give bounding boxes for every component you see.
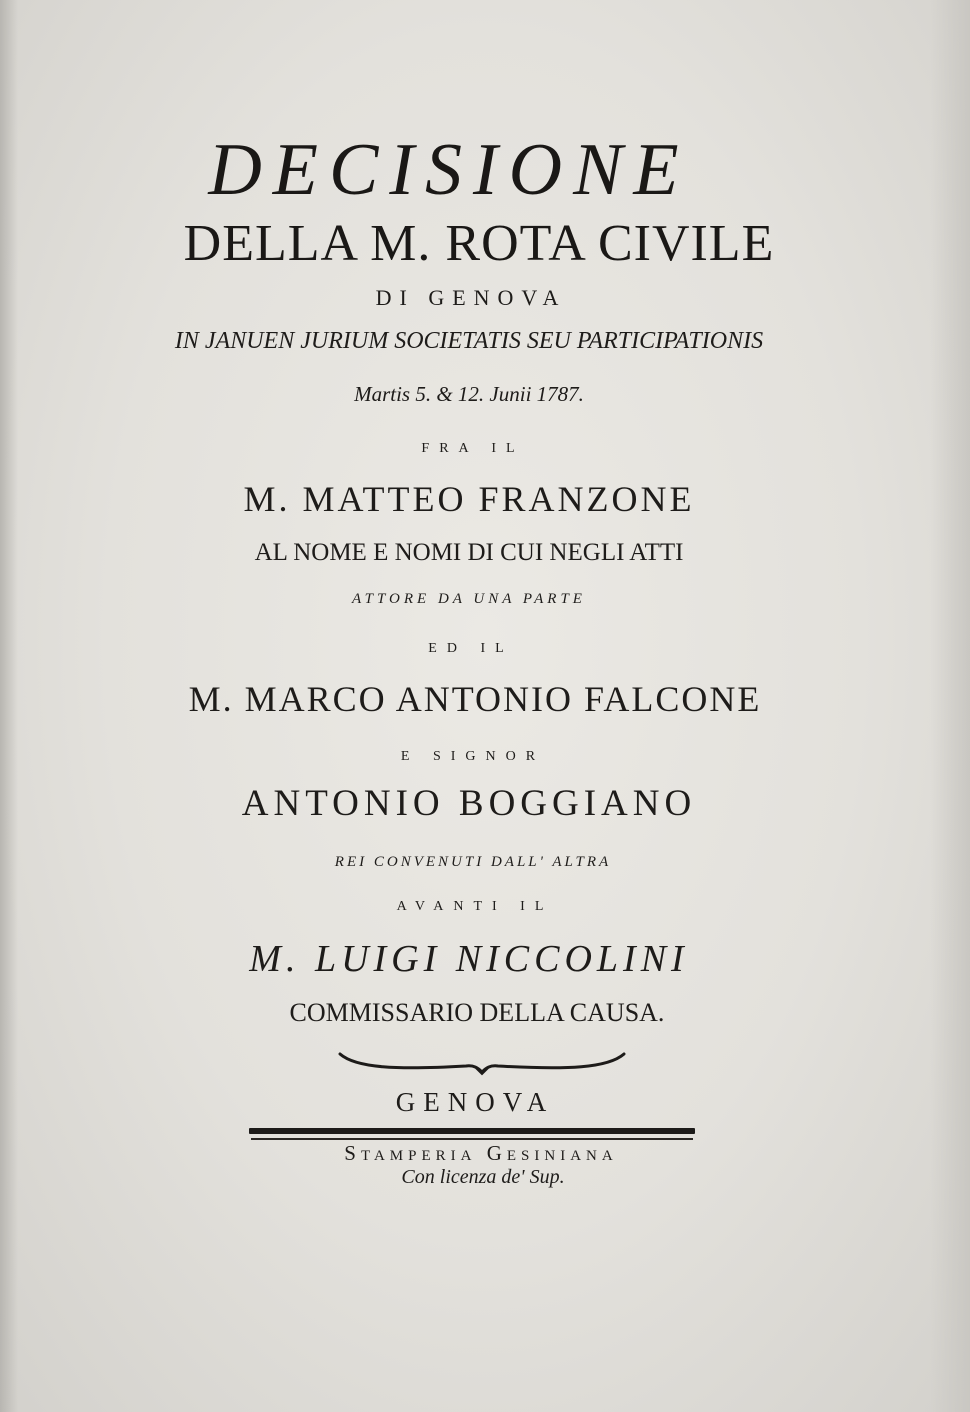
decision-date: Martis 5. & 12. Junii 1787. xyxy=(354,382,584,406)
court-name: DELLA M. ROTA CIVILE xyxy=(183,215,775,272)
printer-name xyxy=(0,1141,966,1166)
imprint-rule-thin xyxy=(251,1138,693,1140)
plaintiff-role: ATTORE DA UNA PARTE xyxy=(352,591,586,607)
ornament-flourish-icon xyxy=(336,1048,628,1076)
between-label: FRA IL xyxy=(421,441,525,456)
plaintiff-name: M. MATTEO FRANZONE xyxy=(243,479,695,519)
judge-name: M. LUIGI NICCOLINI xyxy=(249,938,689,980)
imprint-place: GENOVA xyxy=(395,1087,555,1117)
printer-word1-initial: S xyxy=(344,1141,361,1165)
printer-word2-initial: G xyxy=(486,1141,507,1165)
case-title-latin: IN JANUEN JURIUM SOCIETATIS SEU PARTICIPATIONIS xyxy=(174,328,764,354)
defendant-name-1: M. MARCO ANTONIO FALCONE xyxy=(188,679,762,719)
document-title: DECISIONE xyxy=(208,129,690,211)
judge-role: COMMISSARIO DELLA CAUSA. xyxy=(289,998,665,1027)
and-mister-label: E SIGNOR xyxy=(400,749,546,764)
before-label: AVANTI IL xyxy=(396,899,554,914)
printer-word1-rest: TAMPERIA xyxy=(360,1148,477,1164)
license-note: Con licenza de' Sup. xyxy=(401,1166,565,1188)
plaintiff-capacity: AL NOME E NOMI DI CUI NEGLI ATTI xyxy=(254,539,684,566)
imprint-rule-thick xyxy=(249,1128,695,1134)
defendant-name-2: ANTONIO BOGGIANO xyxy=(241,783,697,824)
printer-word2-rest: ESINIANA xyxy=(506,1148,618,1164)
defendants-role: REI CONVENUTI DALL' ALTRA xyxy=(334,854,612,870)
and-label: ED IL xyxy=(428,641,514,656)
court-city: DI GENOVA xyxy=(375,285,567,310)
